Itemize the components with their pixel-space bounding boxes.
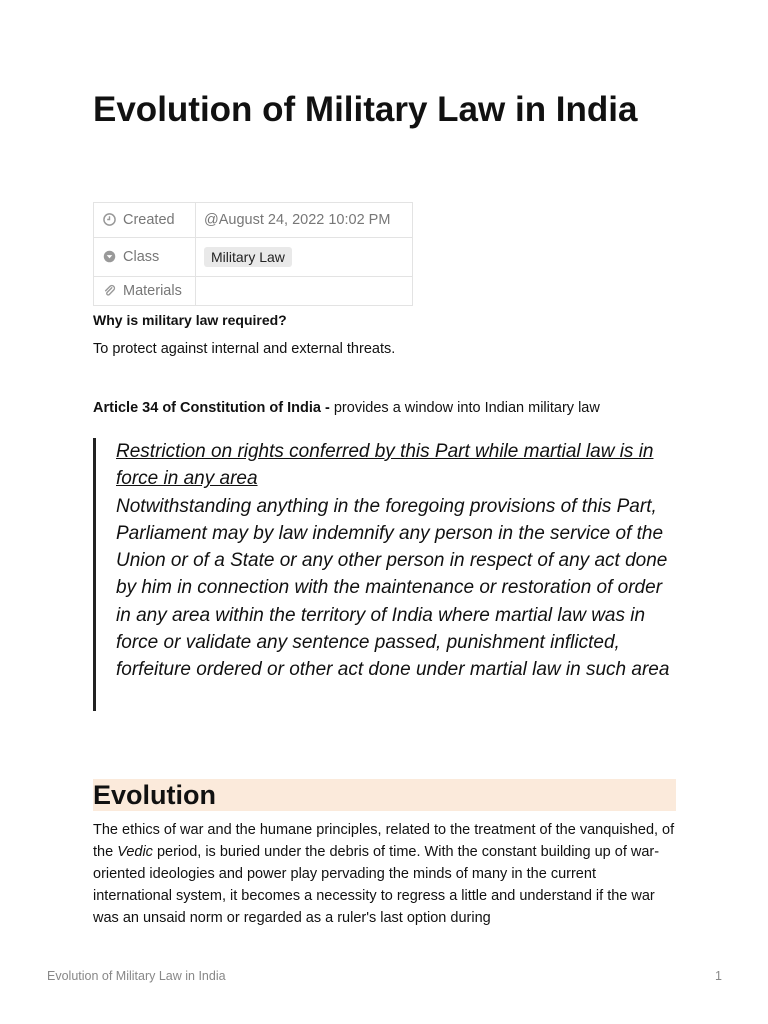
section-heading: Evolution	[93, 779, 676, 811]
answer-text: To protect against internal and external threats.	[93, 341, 396, 357]
property-key	[94, 277, 196, 306]
class-tag[interactable]: Military Law	[204, 247, 292, 267]
property-label: Materials	[123, 283, 182, 299]
footer-title: Evolution of Military Law in India	[47, 969, 226, 983]
article-bold: Article 34 of Constitution of India -	[93, 400, 330, 416]
property-label: Class	[123, 249, 160, 265]
page-number: 1	[715, 969, 722, 983]
property-value[interactable]	[196, 277, 413, 306]
article-rest: provides a window into Indian military law	[329, 400, 600, 416]
paragraph-part: period, is buried under the debris of time. With the constant building up of war-oriented ideologies and power play pervading the minds of many in the current international system, it becomes a necessity to regress a little and understand if the war was an unsaid norm or regarded as a ruler's last option during	[93, 844, 660, 926]
article-quote	[93, 438, 676, 711]
section-paragraph	[93, 819, 676, 929]
property-label: Created	[123, 212, 175, 228]
properties-table	[93, 202, 413, 306]
property-row-created	[94, 203, 413, 238]
question-text: Why is military law required?	[93, 312, 287, 328]
clock-icon	[103, 213, 116, 226]
property-key	[94, 238, 196, 277]
property-value[interactable]	[196, 238, 413, 277]
property-row-materials	[94, 277, 413, 306]
page-title: Evolution of Military Law in India	[93, 90, 638, 129]
quote-heading: Restriction on rights conferred by this Part while martial law is in force in any area	[116, 441, 654, 490]
quote-body: Notwithstanding anything in the foregoing provisions of this Part, Parliament may by law indemnify any person in the service of the Union or of a State or any other person in respect of any act done by him in connection with the maintenance or restoration of order in any area within the territory of India where martial law was in force or validate any sentence passed, punishment inflicted, forfeiture ordered or other act done under martial law in such area	[116, 495, 670, 681]
property-row-class	[94, 238, 413, 277]
article-line	[93, 400, 600, 416]
property-value[interactable]: @August 24, 2022 10:02 PM	[196, 203, 413, 238]
property-key	[94, 203, 196, 238]
dropdown-circle-icon	[103, 250, 116, 263]
paragraph-part: The ethics of war and the humane principles, related to the treatment of the vanquished, of the	[93, 822, 675, 860]
paragraph-italic: Vedic	[117, 844, 153, 860]
paperclip-icon	[103, 284, 116, 297]
